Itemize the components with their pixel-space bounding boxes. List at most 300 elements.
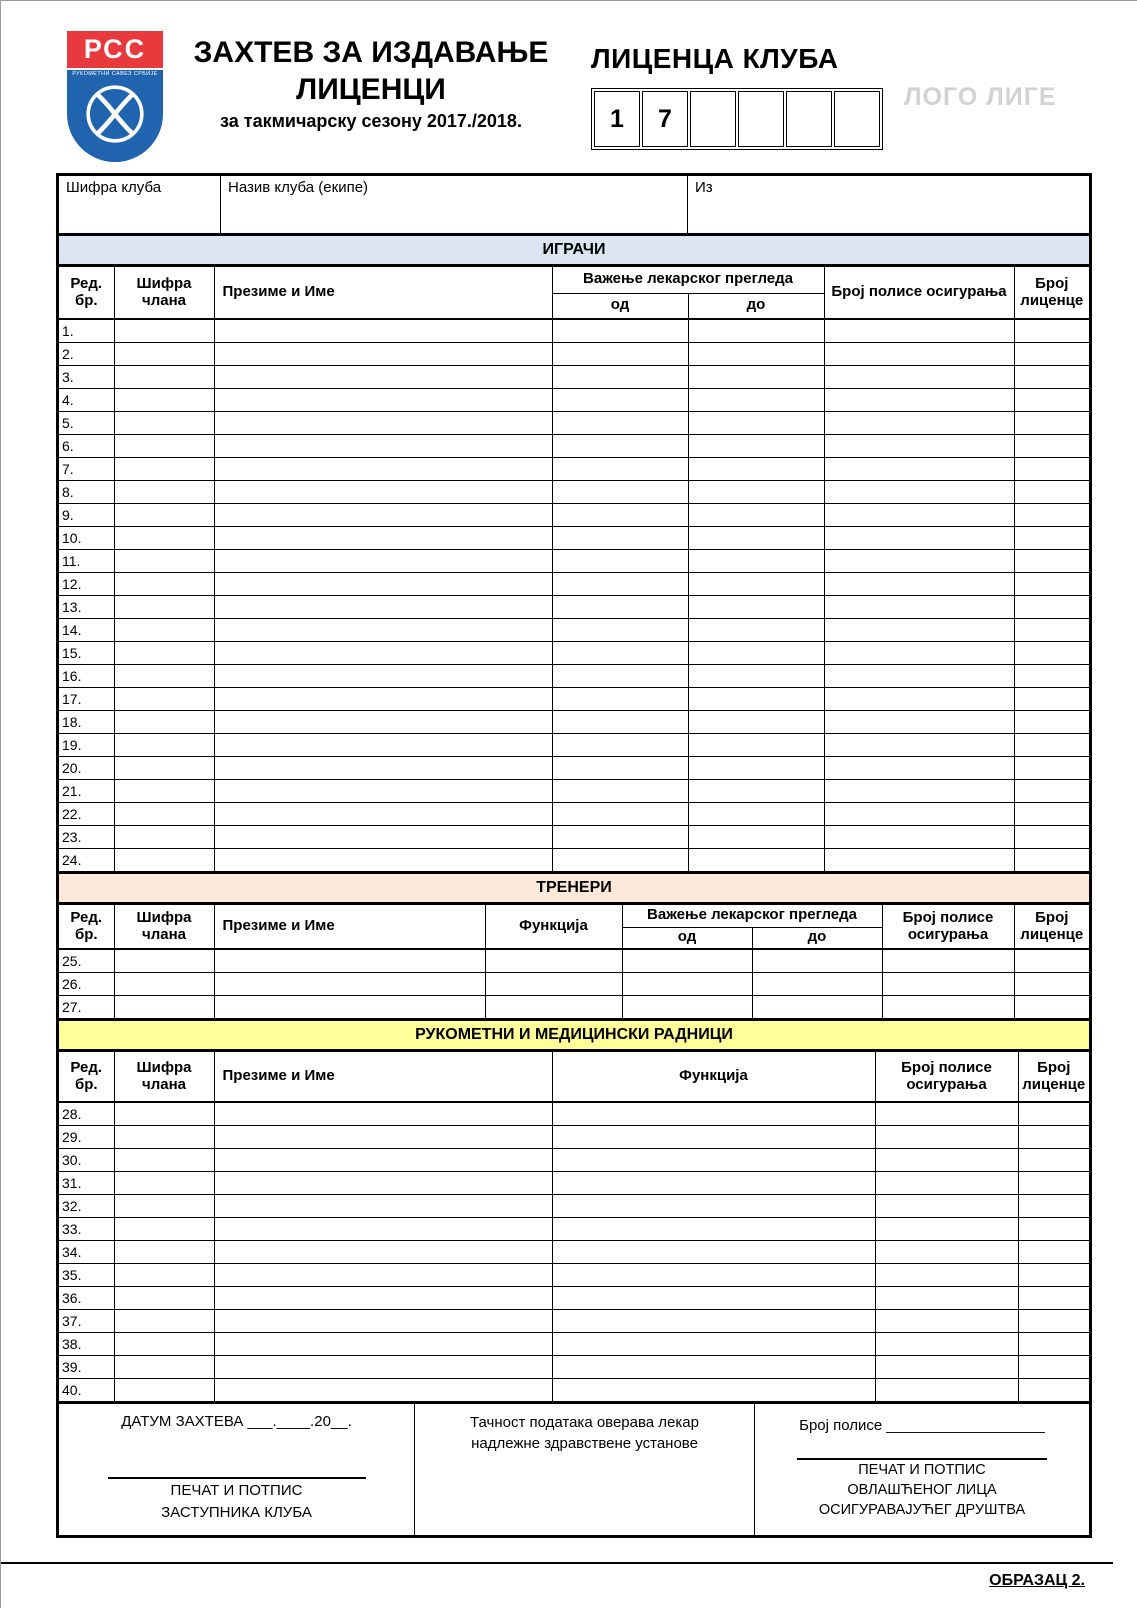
fill-cell[interactable]: [875, 1378, 1018, 1401]
fill-cell[interactable]: [114, 1171, 214, 1194]
fill-cell[interactable]: [1014, 756, 1089, 779]
league-logo-placeholder: ЛОГО ЛИГЕ: [904, 83, 1057, 111]
fill-cell[interactable]: [214, 710, 552, 733]
fill-cell[interactable]: [1014, 388, 1089, 411]
fill-cell[interactable]: [552, 1286, 875, 1309]
fill-cell[interactable]: [688, 687, 824, 710]
fill-cell[interactable]: [552, 779, 688, 802]
fill-cell[interactable]: [875, 1355, 1018, 1378]
fill-cell[interactable]: [875, 1102, 1018, 1125]
fill-cell[interactable]: [114, 1102, 214, 1125]
fill-cell[interactable]: [485, 995, 622, 1018]
fill-cell[interactable]: [1014, 733, 1089, 756]
fill-cell[interactable]: [114, 1148, 214, 1171]
fill-cell[interactable]: [114, 1194, 214, 1217]
fill-cell[interactable]: [214, 848, 552, 871]
fill-cell[interactable]: [214, 595, 552, 618]
club-info-row: [59, 176, 1089, 233]
row-number: 31.: [59, 1171, 114, 1194]
row-number: 30.: [59, 1148, 114, 1171]
fill-cell[interactable]: [552, 319, 688, 342]
fill-cell[interactable]: [552, 802, 688, 825]
fill-cell[interactable]: [1014, 972, 1089, 995]
fill-cell[interactable]: [688, 802, 824, 825]
fill-cell[interactable]: [688, 411, 824, 434]
row-number: 39.: [59, 1355, 114, 1378]
fill-cell[interactable]: [214, 365, 552, 388]
fill-cell[interactable]: [1014, 779, 1089, 802]
row-number: 36.: [59, 1286, 114, 1309]
fill-cell[interactable]: [688, 526, 824, 549]
fill-cell[interactable]: [552, 641, 688, 664]
fill-cell[interactable]: [214, 388, 552, 411]
fill-cell[interactable]: [114, 595, 214, 618]
fill-cell[interactable]: [552, 503, 688, 526]
handball-icon: [67, 81, 163, 147]
fill-cell[interactable]: [1018, 1378, 1089, 1401]
fill-cell[interactable]: [824, 319, 1014, 342]
club-name-field[interactable]: [221, 176, 688, 233]
fill-cell[interactable]: [1014, 595, 1089, 618]
workers-table: [59, 1052, 1089, 1401]
fill-cell[interactable]: [1018, 1102, 1089, 1125]
fill-cell[interactable]: [114, 549, 214, 572]
table-row: [59, 1171, 1089, 1194]
fill-cell[interactable]: [552, 549, 688, 572]
fill-cell[interactable]: [552, 1102, 875, 1125]
fill-cell[interactable]: [214, 1217, 552, 1240]
fill-cell[interactable]: [824, 664, 1014, 687]
fill-cell[interactable]: [214, 1194, 552, 1217]
fill-cell[interactable]: [214, 972, 485, 995]
fill-cell[interactable]: [214, 1148, 552, 1171]
fill-cell[interactable]: [214, 1309, 552, 1332]
fill-cell[interactable]: [214, 1378, 552, 1401]
row-number: 9.: [59, 503, 114, 526]
club-city-label: Из: [695, 179, 713, 196]
fill-cell[interactable]: [875, 1217, 1018, 1240]
fill-cell[interactable]: [552, 572, 688, 595]
fill-cell[interactable]: [824, 365, 1014, 388]
workers-table-header: [59, 1052, 1089, 1102]
fill-cell[interactable]: [824, 710, 1014, 733]
col-header-medical-from: од: [622, 927, 752, 949]
fill-cell[interactable]: [114, 949, 214, 972]
fill-cell[interactable]: [1018, 1125, 1089, 1148]
fill-cell[interactable]: [824, 825, 1014, 848]
fill-cell[interactable]: [875, 1240, 1018, 1263]
fill-cell[interactable]: [875, 1125, 1018, 1148]
fill-cell[interactable]: [1014, 480, 1089, 503]
fill-cell[interactable]: [552, 848, 688, 871]
fill-cell[interactable]: [114, 995, 214, 1018]
table-row: [59, 664, 1089, 687]
table-row: [59, 756, 1089, 779]
fill-cell[interactable]: [214, 779, 552, 802]
page-footer-rule: [1, 1562, 1113, 1564]
fill-cell[interactable]: [114, 733, 214, 756]
fill-cell[interactable]: [1014, 618, 1089, 641]
fill-cell[interactable]: [688, 641, 824, 664]
fill-cell[interactable]: [824, 480, 1014, 503]
federation-name: РУКОМЕТНИ САВЕЗ СРБИЈЕ: [72, 71, 158, 77]
fill-cell[interactable]: [552, 1309, 875, 1332]
fill-cell[interactable]: [552, 434, 688, 457]
fill-cell[interactable]: [688, 710, 824, 733]
col-header-role: Функција: [485, 905, 622, 949]
fill-cell[interactable]: [114, 687, 214, 710]
fill-cell[interactable]: [875, 1148, 1018, 1171]
fill-cell[interactable]: [1014, 434, 1089, 457]
fill-cell[interactable]: [824, 641, 1014, 664]
fill-cell[interactable]: [552, 710, 688, 733]
fill-cell[interactable]: [824, 503, 1014, 526]
fill-cell[interactable]: [1014, 710, 1089, 733]
fill-cell[interactable]: [214, 1355, 552, 1378]
fill-cell[interactable]: [485, 972, 622, 995]
fill-cell[interactable]: [1014, 802, 1089, 825]
fill-cell[interactable]: [214, 1263, 552, 1286]
fill-cell[interactable]: [552, 1217, 875, 1240]
fill-cell[interactable]: [824, 434, 1014, 457]
table-row: [59, 595, 1089, 618]
fill-cell[interactable]: [875, 1309, 1018, 1332]
fill-cell[interactable]: [552, 1240, 875, 1263]
fill-cell[interactable]: [1014, 848, 1089, 871]
fill-cell[interactable]: [114, 388, 214, 411]
fill-cell[interactable]: [214, 1102, 552, 1125]
fill-cell[interactable]: [214, 995, 485, 1018]
fill-cell[interactable]: [688, 572, 824, 595]
fill-cell[interactable]: [214, 756, 552, 779]
fill-cell[interactable]: [1014, 664, 1089, 687]
federation-abbr: РСС: [67, 31, 163, 70]
fill-cell[interactable]: [214, 434, 552, 457]
form-subtitle: за такмичарску сезону 2017./2018.: [220, 111, 522, 131]
fill-cell[interactable]: [552, 595, 688, 618]
fill-cell[interactable]: [1018, 1240, 1089, 1263]
fill-cell[interactable]: [552, 1355, 875, 1378]
table-row: [59, 480, 1089, 503]
form-header: [1, 1, 1137, 173]
fill-cell[interactable]: [552, 825, 688, 848]
fill-cell[interactable]: [214, 641, 552, 664]
fill-cell[interactable]: [552, 664, 688, 687]
fill-cell[interactable]: [552, 342, 688, 365]
fill-cell[interactable]: [824, 526, 1014, 549]
fill-cell[interactable]: [214, 549, 552, 572]
fill-cell[interactable]: [824, 342, 1014, 365]
table-row: [59, 572, 1089, 595]
fill-cell[interactable]: [824, 618, 1014, 641]
fill-cell[interactable]: [882, 995, 1014, 1018]
fill-cell[interactable]: [688, 825, 824, 848]
fill-cell[interactable]: [824, 411, 1014, 434]
club-code-field[interactable]: [59, 176, 221, 233]
row-number: 1.: [59, 319, 114, 342]
license-digit-box[interactable]: [690, 91, 736, 147]
fill-cell[interactable]: [688, 365, 824, 388]
fill-cell[interactable]: [214, 411, 552, 434]
fill-cell[interactable]: [824, 457, 1014, 480]
fill-cell[interactable]: [552, 1125, 875, 1148]
fill-cell[interactable]: [824, 687, 1014, 710]
fill-cell[interactable]: [114, 365, 214, 388]
fill-cell[interactable]: [214, 802, 552, 825]
license-digit-box[interactable]: [834, 91, 880, 147]
fill-cell[interactable]: [114, 1125, 214, 1148]
fill-cell[interactable]: [114, 1355, 214, 1378]
fill-cell[interactable]: [214, 480, 552, 503]
col-header-medical-from: од: [552, 293, 688, 319]
fill-cell[interactable]: [824, 388, 1014, 411]
fill-cell[interactable]: [1014, 549, 1089, 572]
fill-cell[interactable]: [214, 1171, 552, 1194]
fill-cell[interactable]: [1014, 825, 1089, 848]
fill-cell[interactable]: [1018, 1309, 1089, 1332]
license-digit-box[interactable]: [738, 91, 784, 147]
fill-cell[interactable]: [214, 319, 552, 342]
fill-cell[interactable]: [552, 365, 688, 388]
fill-cell[interactable]: [114, 1378, 214, 1401]
fill-cell[interactable]: [114, 710, 214, 733]
fill-cell[interactable]: [114, 342, 214, 365]
row-number: 17.: [59, 687, 114, 710]
col-header-name: Презиме и Име: [214, 905, 485, 949]
fill-cell[interactable]: [552, 526, 688, 549]
fill-cell[interactable]: [688, 618, 824, 641]
fill-cell[interactable]: [214, 1332, 552, 1355]
fill-cell[interactable]: [622, 949, 752, 972]
fill-cell[interactable]: [114, 664, 214, 687]
fill-cell[interactable]: [688, 756, 824, 779]
club-license-block: [591, 43, 883, 150]
fill-cell[interactable]: [752, 972, 882, 995]
fill-cell[interactable]: [114, 825, 214, 848]
fill-cell[interactable]: [752, 995, 882, 1018]
fill-cell[interactable]: [1018, 1171, 1089, 1194]
fill-cell[interactable]: [875, 1286, 1018, 1309]
fill-cell[interactable]: [114, 411, 214, 434]
fill-cell[interactable]: [114, 319, 214, 342]
row-number: 33.: [59, 1217, 114, 1240]
fill-cell[interactable]: [214, 457, 552, 480]
license-digit-box[interactable]: [786, 91, 832, 147]
license-digit-box[interactable]: 7: [642, 91, 688, 147]
fill-cell[interactable]: [1014, 526, 1089, 549]
fill-cell[interactable]: [114, 503, 214, 526]
trainers-table-header: [59, 905, 1089, 949]
fill-cell[interactable]: [114, 641, 214, 664]
fill-cell[interactable]: [114, 526, 214, 549]
fill-cell[interactable]: [552, 1332, 875, 1355]
form-sheet: [56, 173, 1092, 1538]
table-row: [59, 733, 1089, 756]
fill-cell[interactable]: [688, 342, 824, 365]
fill-cell[interactable]: [882, 949, 1014, 972]
fill-cell[interactable]: [552, 756, 688, 779]
fill-cell[interactable]: [1014, 949, 1089, 972]
fill-cell[interactable]: [1014, 319, 1089, 342]
fill-cell[interactable]: [552, 1263, 875, 1286]
fill-cell[interactable]: [688, 434, 824, 457]
form-title-line2: ЛИЦЕНЦИ: [296, 73, 446, 106]
fill-cell[interactable]: [1018, 1194, 1089, 1217]
players-table: [59, 267, 1089, 871]
signatures-row: [59, 1401, 1089, 1535]
fill-cell[interactable]: [114, 1240, 214, 1263]
fill-cell[interactable]: [824, 802, 1014, 825]
fill-cell[interactable]: [114, 480, 214, 503]
row-number: 29.: [59, 1125, 114, 1148]
fill-cell[interactable]: [622, 995, 752, 1018]
fill-cell[interactable]: [552, 618, 688, 641]
fill-cell[interactable]: [622, 972, 752, 995]
fill-cell[interactable]: [552, 1378, 875, 1401]
fill-cell[interactable]: [875, 1332, 1018, 1355]
fill-cell[interactable]: [1014, 365, 1089, 388]
fill-cell[interactable]: [1018, 1263, 1089, 1286]
fill-cell[interactable]: [552, 411, 688, 434]
row-number: 24.: [59, 848, 114, 871]
fill-cell[interactable]: [214, 687, 552, 710]
fill-cell[interactable]: [214, 825, 552, 848]
fill-cell[interactable]: [214, 1125, 552, 1148]
fill-cell[interactable]: [824, 572, 1014, 595]
fill-cell[interactable]: [1014, 687, 1089, 710]
table-row: [59, 457, 1089, 480]
fill-cell[interactable]: [688, 549, 824, 572]
license-digit-box[interactable]: 1: [594, 91, 640, 147]
players-rows: [59, 319, 1089, 871]
club-city-field[interactable]: [688, 176, 1089, 233]
fill-cell[interactable]: [114, 434, 214, 457]
row-number: 23.: [59, 825, 114, 848]
doctor-note-line1: Тачност података оверава лекар: [470, 1414, 699, 1431]
fill-cell[interactable]: [1018, 1286, 1089, 1309]
fill-cell[interactable]: [688, 319, 824, 342]
trainers-rows: [59, 949, 1089, 1018]
fill-cell[interactable]: [875, 1171, 1018, 1194]
trainers-section-header: ТРЕНЕРИ: [59, 871, 1089, 905]
fill-cell[interactable]: [114, 779, 214, 802]
fill-cell[interactable]: [688, 503, 824, 526]
fill-cell[interactable]: [688, 664, 824, 687]
fill-cell[interactable]: [688, 779, 824, 802]
fill-cell[interactable]: [552, 457, 688, 480]
fill-cell[interactable]: [1018, 1332, 1089, 1355]
fill-cell[interactable]: [552, 1171, 875, 1194]
fill-cell[interactable]: [1014, 342, 1089, 365]
table-row: [59, 1309, 1089, 1332]
fill-cell[interactable]: [214, 342, 552, 365]
fill-cell[interactable]: [875, 1194, 1018, 1217]
fill-cell[interactable]: [114, 1309, 214, 1332]
insurer-sign-caption-line1: ПЕЧАТ И ПОТПИС: [858, 1462, 986, 1478]
row-number: 20.: [59, 756, 114, 779]
fill-cell[interactable]: [1014, 572, 1089, 595]
fill-cell[interactable]: [114, 848, 214, 871]
fill-cell[interactable]: [552, 1194, 875, 1217]
table-row: [59, 388, 1089, 411]
fill-cell[interactable]: [824, 756, 1014, 779]
insurer-sign-caption-line3: ОСИГУРАВАЈУЋЕГ ДРУШТВА: [818, 1502, 1026, 1518]
fill-cell[interactable]: [824, 595, 1014, 618]
fill-cell[interactable]: [688, 848, 824, 871]
fill-cell[interactable]: [114, 1217, 214, 1240]
row-number: 19.: [59, 733, 114, 756]
row-number: 15.: [59, 641, 114, 664]
col-header-name: Презиме и Име: [214, 1052, 552, 1102]
club-sign-caption-line2: ЗАСТУПНИКА КЛУБА: [161, 1504, 312, 1521]
fill-cell[interactable]: [688, 480, 824, 503]
row-number: 6.: [59, 434, 114, 457]
row-number: 35.: [59, 1263, 114, 1286]
fill-cell[interactable]: [214, 572, 552, 595]
fill-cell[interactable]: [214, 503, 552, 526]
fill-cell[interactable]: [114, 618, 214, 641]
fill-cell[interactable]: [552, 1148, 875, 1171]
fill-cell[interactable]: [688, 595, 824, 618]
fill-cell[interactable]: [688, 733, 824, 756]
fill-cell[interactable]: [114, 1332, 214, 1355]
row-number: 34.: [59, 1240, 114, 1263]
fill-cell[interactable]: [214, 618, 552, 641]
fill-cell[interactable]: [1014, 457, 1089, 480]
fill-cell[interactable]: [824, 779, 1014, 802]
fill-cell[interactable]: [1014, 995, 1089, 1018]
col-header-policy: Број полисе осигурања: [824, 267, 1014, 319]
fill-cell[interactable]: [824, 848, 1014, 871]
fill-cell[interactable]: [552, 733, 688, 756]
fill-cell[interactable]: [214, 526, 552, 549]
fill-cell[interactable]: [485, 949, 622, 972]
fill-cell[interactable]: [824, 549, 1014, 572]
fill-cell[interactable]: [214, 1286, 552, 1309]
fill-cell[interactable]: [882, 972, 1014, 995]
col-header-medical-to: до: [752, 927, 882, 949]
fill-cell[interactable]: [1018, 1355, 1089, 1378]
fill-cell[interactable]: [114, 972, 214, 995]
fill-cell[interactable]: [688, 388, 824, 411]
fill-cell[interactable]: [1014, 411, 1089, 434]
insurer-signature-cell: [755, 1404, 1089, 1535]
fill-cell[interactable]: [752, 949, 882, 972]
fill-cell[interactable]: [1018, 1148, 1089, 1171]
fill-cell[interactable]: [214, 733, 552, 756]
table-row: [59, 1217, 1089, 1240]
fill-cell[interactable]: [114, 457, 214, 480]
fill-cell[interactable]: [114, 756, 214, 779]
fill-cell[interactable]: [1014, 503, 1089, 526]
fill-cell[interactable]: [114, 1263, 214, 1286]
table-row: [59, 1148, 1089, 1171]
fill-cell[interactable]: [1018, 1217, 1089, 1240]
fill-cell[interactable]: [688, 457, 824, 480]
fill-cell[interactable]: [552, 687, 688, 710]
fill-cell[interactable]: [214, 1240, 552, 1263]
fill-cell[interactable]: [214, 664, 552, 687]
fill-cell[interactable]: [875, 1263, 1018, 1286]
fill-cell[interactable]: [114, 572, 214, 595]
fill-cell[interactable]: [1014, 641, 1089, 664]
fill-cell[interactable]: [552, 480, 688, 503]
fill-cell[interactable]: [114, 802, 214, 825]
fill-cell[interactable]: [824, 733, 1014, 756]
fill-cell[interactable]: [552, 388, 688, 411]
fill-cell[interactable]: [214, 949, 485, 972]
fill-cell[interactable]: [114, 1286, 214, 1309]
